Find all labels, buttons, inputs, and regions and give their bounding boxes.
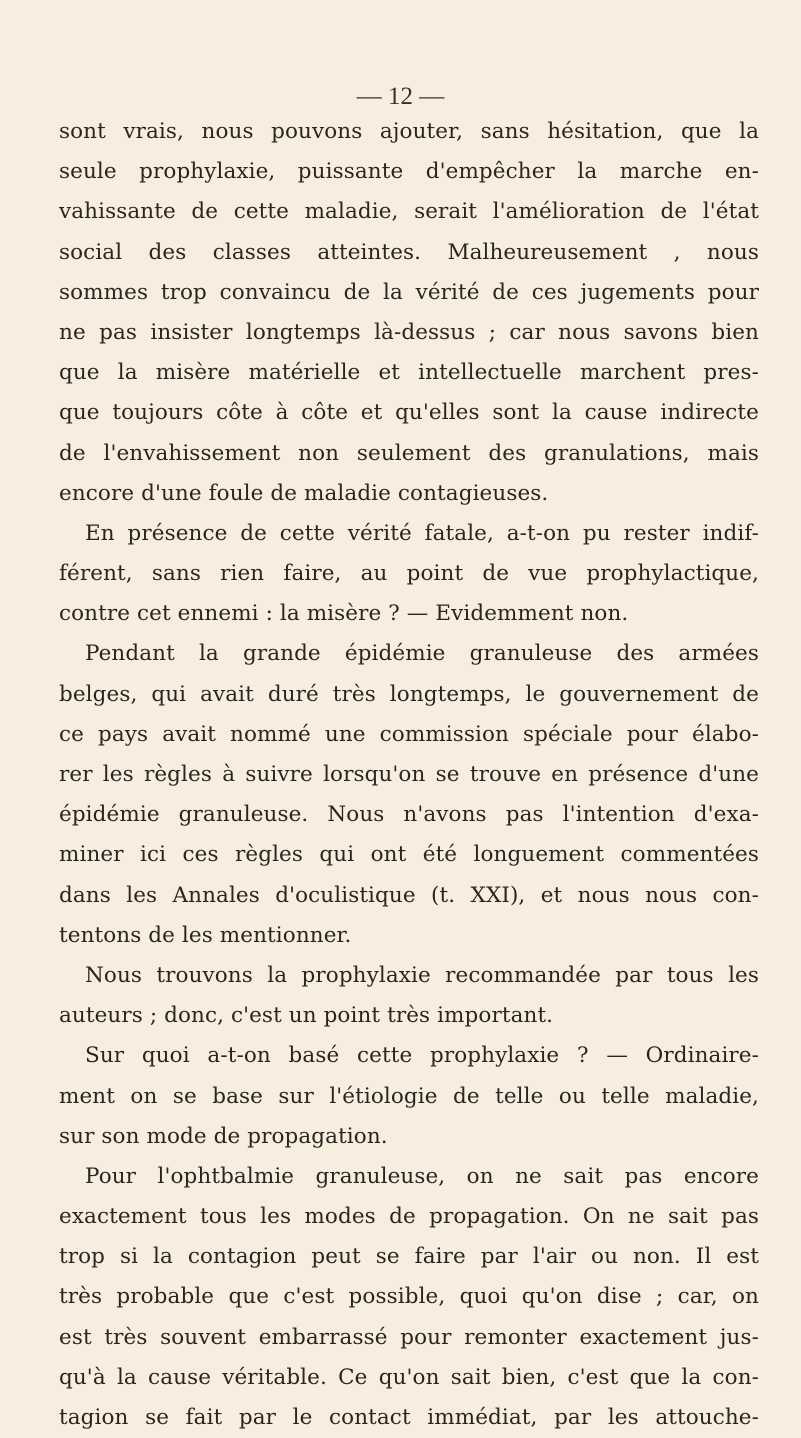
text-line: tentons de les mentionner. <box>59 922 352 948</box>
text-line: exactement tous les modes de propagation. On ne sait pas <box>59 1204 759 1230</box>
text-line: est très souvent embarrassé pour remonter exactement jus- <box>59 1324 759 1350</box>
text-line: férent, sans rien faire, au point de vue prophylactique, <box>59 561 759 587</box>
text-line: ne pas insister longtemps là-dessus ; car nous savons bien <box>59 319 759 345</box>
body-text <box>59 112 759 1438</box>
text-line: encore d'une foule de maladie contagieuses. <box>59 480 549 506</box>
text-line: auteurs ; donc, c'est un point très important. <box>59 1003 554 1029</box>
text-line: belges, qui avait duré très longtemps, le gouvernement de <box>59 681 759 707</box>
text-line: dans les Annales d'oculistique (t. XXI), et nous nous con- <box>59 882 759 908</box>
text-line: miner ici ces règles qui ont été longuement commentées <box>59 842 759 868</box>
text-line: En présence de cette vérité fatale, a-t-on pu rester indif- <box>85 520 759 546</box>
text-line: épidémie granuleuse. Nous n'avons pas l'intention d'exa- <box>59 802 759 828</box>
text-line: très probable que c'est possible, quoi qu'on dise ; car, on <box>59 1284 759 1310</box>
text-line: Nous trouvons la prophylaxie recommandée par tous les <box>85 962 759 988</box>
text-line: qu'à la cause véritable. Ce qu'on sait bien, c'est que la con- <box>59 1364 759 1390</box>
text-line: Sur quoi a-t-on basé cette prophylaxie ? — Ordinaire- <box>85 1043 759 1069</box>
text-line: sommes trop convaincu de la vérité de ces jugements pour <box>59 279 759 305</box>
text-line: tagion se fait par le contact immédiat, par les attouche- <box>59 1405 759 1430</box>
text-line: social des classes atteintes. Malheureusement , nous <box>59 239 759 265</box>
text-line: que la misère matérielle et intellectuelle marchent pres- <box>59 360 759 386</box>
text-line: contre cet ennemi : la misère ? — Evidemment non. <box>59 601 629 627</box>
text-line: que toujours côte à côte et qu'elles sont la cause indirecte <box>59 400 759 426</box>
text-line: sont vrais, nous pouvons ajouter, sans hésitation, que la <box>59 119 759 144</box>
text-line: sur son mode de propagation. <box>59 1123 388 1149</box>
text-line: ment on se base sur l'étiologie de telle ou telle maladie, <box>59 1083 759 1109</box>
page-number: — 12 — <box>356 83 445 110</box>
text-line: vahissante de cette maladie, serait l'amélioration de l'état <box>59 199 759 225</box>
text-line: ce pays avait nommé une commission spéciale pour élabo- <box>59 721 759 747</box>
text-line: seule prophylaxie, puissante d'empêcher la marche en- <box>59 159 759 185</box>
text-line: de l'envahissement non seulement des granulations, mais <box>59 440 759 466</box>
text-line: Pour l'ophtbalmie granuleuse, on ne sait pas encore <box>85 1163 759 1189</box>
text-line: rer les règles à suivre lorsqu'on se trouve en présence d'une <box>59 762 759 787</box>
text-line: trop si la contagion peut se faire par l'air ou non. Il est <box>59 1244 759 1270</box>
text-line: Pendant la grande épidémie granuleuse des armées <box>85 641 759 667</box>
